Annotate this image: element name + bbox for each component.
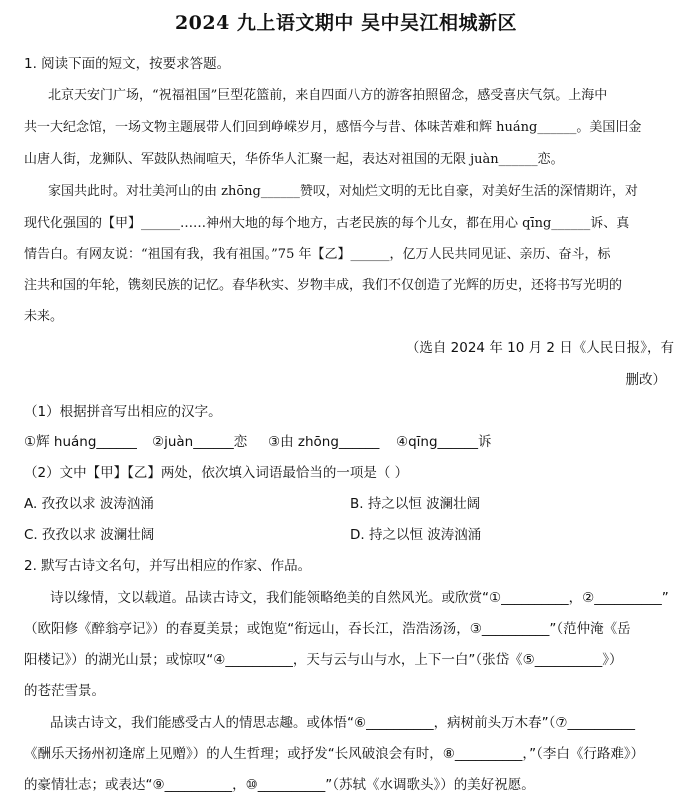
option-c: C. 孜孜以求 波澜壮阔 [24, 527, 155, 543]
option-a: A. 孜孜以求 波涛汹涌 [24, 496, 154, 512]
passage-line-6: 情告白。有网友说：“祖国有我，我有祖国。”75 年【乙】______，亿万人民共同见证、亲历、奋斗，标 [24, 247, 611, 262]
passage-line-7: 注共和国的年轮，镌刻民族的记忆。春华秋实、岁物丰成，我们不仅创造了光辉的历史，还将书写光明的 [24, 278, 623, 293]
passage-line-1: 北京天安门广场，“祝福祖国”巨型花篮前，来自四面八方的游客拍照留念，感受喜庆气氛。上海中 [48, 88, 608, 103]
option-d: D. 持之以恒 波涛汹涌 [350, 527, 482, 543]
passage-line-3: 山唐人街，龙狮队、军鼓队热闹喧天，华侨华人汇聚一起，表达对祖国的无限 juàn______恋。 [24, 152, 564, 167]
pinyin-item-1: ①辉 huáng______ [24, 434, 137, 450]
sub-question-2: （2）文中【甲】【乙】两处，依次填入词语最恰当的一项是（ ） [24, 465, 409, 481]
pinyin-item-3: ③由 zhōng______ [268, 434, 380, 450]
passage-source-cont: 删改） [625, 372, 666, 388]
q2-line-3: 阳楼记》）的湖光山景；或惊叹“④__________，天与云与山与水，上下一白”（张岱《⑤__________》） [24, 652, 623, 668]
pinyin-item-2: ②juàn______恋 [152, 434, 248, 450]
q1-heading: 1. 阅读下面的短文，按要求答题。 [24, 56, 231, 72]
passage-line-5: 现代化强国的【甲】______……神州大地的每个地方，古老民族的每个儿女，都在用心 qīng______诉、真 [24, 216, 630, 231]
q2-line-4: 的苍茫雪景。 [24, 683, 105, 699]
q2-line-5: 品读古诗文，我们能感受古人的情思志趣。或体悟“⑥__________，病树前头万木春”（⑦__________ [50, 715, 635, 731]
page-title: 2024 九上语文期中 吴中吴江相城新区 [174, 12, 518, 34]
q2-heading: 2. 默写古诗文名句，并写出相应的作家、作品。 [24, 558, 312, 574]
passage-line-8: 未来。 [24, 309, 64, 324]
q2-line-2: （欧阳修《醉翁亭记》）的春夏美景；或饱览“衔远山，吞长江，浩浩汤汤，③__________”（范仲淹《岳 [24, 621, 631, 637]
sub-question-1: （1）根据拼音写出相应的汉字。 [24, 404, 222, 420]
q2-line-1: 诗以缘情，文以载道。品读古诗文，我们能领略绝美的自然风光。或欣赏“①__________，②__________” [50, 590, 669, 606]
q2-line-7: 的豪情壮志；或表达“⑨__________，⑩__________”（苏轼《水调歌头》）的美好祝愿。 [24, 777, 535, 793]
option-b: B. 持之以恒 波澜壮阔 [350, 496, 481, 512]
passage-source: （选自 2024 年 10 月 2 日《人民日报》，有 [405, 340, 674, 356]
pinyin-item-4: ④qīng______诉 [396, 434, 492, 450]
q2-line-6: 《酬乐天扬州初逢席上见赠》）的人生哲理；或抒发“长风破浪会有时，⑧__________，”（李白《行路难》） [24, 746, 645, 762]
passage-line-2: 共一大纪念馆，一场文物主题展带人们回到峥嵘岁月，感悟今与昔、体味苦难和辉 huáng______。美国旧金 [24, 120, 642, 135]
passage-line-4: 家国共此时。对壮美河山的由 zhōng______赞叹，对灿烂文明的无比自豪，对美好生活的深情期许，对 [48, 184, 638, 199]
